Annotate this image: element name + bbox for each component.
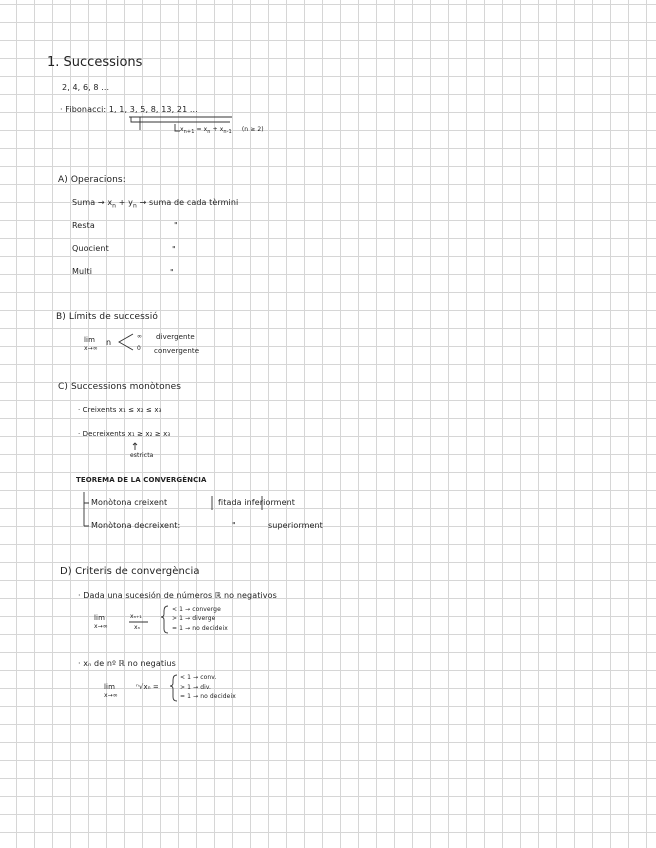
criteria-bullet-1: · Dada una sucesión de números ℝ no negativos <box>78 591 277 600</box>
rule-sub-1: n+1 <box>183 129 195 136</box>
rule-sub-3: n-1 <box>223 129 232 136</box>
section-a-heading: A) Operacions: <box>58 175 126 185</box>
theorem-bracket <box>84 492 89 526</box>
rule-x: x <box>180 126 184 133</box>
root-expression: ⁿ√xₙ = <box>136 683 159 691</box>
rule-plus: + x <box>210 126 224 133</box>
rule-eq: = x <box>194 126 208 133</box>
root-lim-under: x→∞ <box>104 692 118 699</box>
rule-sub-2: n <box>207 129 211 136</box>
sum-sub-2: n <box>133 202 137 210</box>
limit-var: n <box>106 338 112 347</box>
theorem-line-2-b: superiorment <box>268 521 323 530</box>
section-b-heading: B) Límits de successió <box>56 312 158 322</box>
multi-mark: " <box>170 268 174 277</box>
section-c-heading: C) Successions monòtones <box>58 382 181 392</box>
decreixents-line: · Decreixents x₁ ≥ x₂ ≥ x₃ <box>78 430 171 438</box>
ratio-case-3: = 1 → no decideix <box>172 625 228 632</box>
rule-condition: (n ≥ 2) <box>241 126 264 133</box>
creixents-line <box>78 405 161 415</box>
limit-fork <box>119 334 133 350</box>
theorem-line-2-mark: " <box>232 521 236 530</box>
ratio-case-1: < 1 → converge <box>172 606 221 613</box>
sum-sub-1: n <box>112 202 117 210</box>
ratio-denominator: xₙ <box>134 624 141 631</box>
theorem-line-1-a: Monòtona creixent <box>91 498 168 507</box>
limit-convergente: convergente <box>154 347 200 355</box>
sum-label: Suma → x <box>72 198 113 207</box>
ratio-lim: lim <box>94 614 106 622</box>
resta-label: Resta <box>72 221 95 230</box>
ratio-numerator: xₙ₊₁ <box>130 613 142 620</box>
sum-line <box>72 198 238 210</box>
sequence-example: 2, 4, 6, 8 ... <box>62 83 110 92</box>
ratio-case-2: > 1 → diverge <box>172 615 216 622</box>
estricta-arrow <box>133 443 137 450</box>
limit-upper-symbol: ∞ <box>137 333 143 340</box>
theorem-line-2-a: Monòtona decreixent: <box>91 521 181 530</box>
quocient-mark: " <box>172 245 176 254</box>
sum-mid: + y <box>116 198 134 207</box>
limit-divergente: divergente <box>156 333 195 341</box>
fibonacci-rule <box>180 126 264 136</box>
multi-label: Multi <box>72 267 93 276</box>
root-case-1: < 1 → conv. <box>180 674 217 681</box>
page-title: 1. Successions <box>47 55 143 70</box>
quocient-label: Quocient <box>72 244 109 253</box>
theorem-line-1-b: fitada inferiorment <box>218 498 296 507</box>
root-case-2: > 1 → div. <box>180 684 212 691</box>
estricta-note: estricta <box>130 452 154 459</box>
limit-label: lim <box>84 336 96 344</box>
limit-lower-symbol: 0 <box>137 345 141 352</box>
fibonacci-line: · Fibonacci: 1, 1, 3, 5, 8, 13, 21 ... <box>60 105 198 114</box>
creixents-relation: ₁ ≤ x₂ ≤ x₃ <box>123 406 162 414</box>
root-brace <box>170 675 177 701</box>
root-case-3: = 1 → no decideix <box>180 693 236 700</box>
resta-mark: " <box>174 221 178 230</box>
section-d-heading: D) Criteris de convergència <box>60 566 200 577</box>
creixents-label: · Creixents x <box>78 406 124 414</box>
theorem-heading: TEOREMA DE LA CONVERGÈNCIA <box>76 476 207 484</box>
ratio-lim-under: x→∞ <box>94 623 108 630</box>
sum-tail: → suma de cada tèrmini <box>136 198 239 207</box>
root-lim: lim <box>104 683 116 691</box>
ratio-brace <box>161 606 168 633</box>
limit-under: x→∞ <box>84 345 98 352</box>
criteria-bullet-2: · xₙ de nº ℝ no negatius <box>78 659 176 668</box>
